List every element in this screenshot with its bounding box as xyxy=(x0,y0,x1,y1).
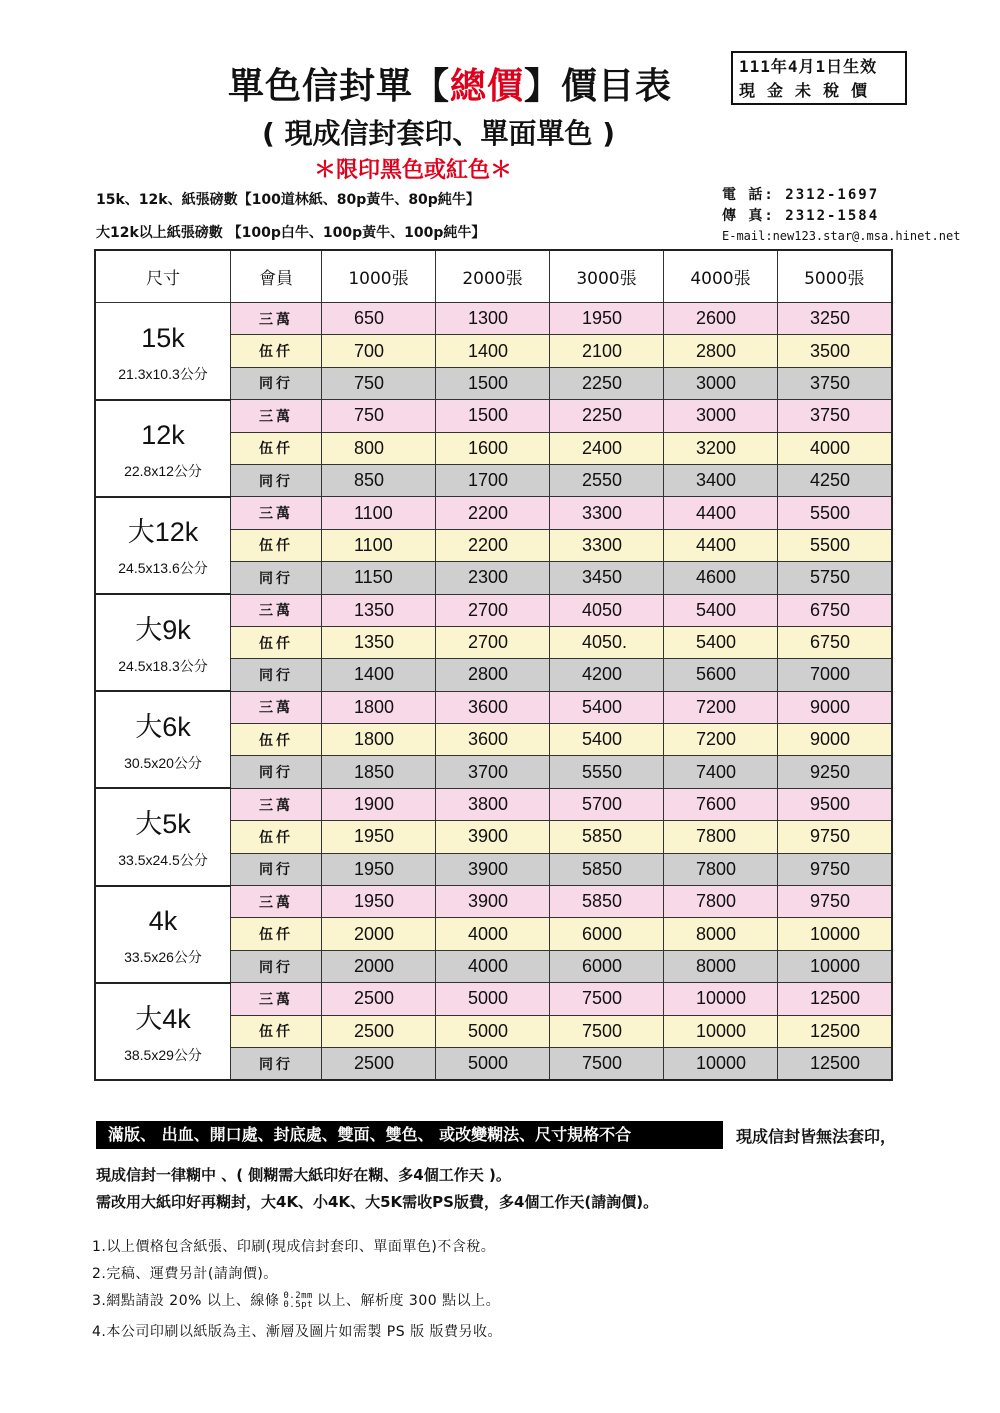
price-cell: 1300 xyxy=(436,303,550,335)
price-cell: 2000 xyxy=(322,950,436,982)
price-cell: 7200 xyxy=(664,691,778,723)
price-cell: 8000 xyxy=(664,918,778,950)
price-cell: 1100 xyxy=(322,529,436,561)
price-cell: 1500 xyxy=(436,400,550,432)
table-row xyxy=(95,691,892,723)
price-cell: 6750 xyxy=(778,626,892,658)
price-cell: 10000 xyxy=(664,1015,778,1047)
paper-spec-small: 15k、12k、紙張磅數【100道林紙、80p黃牛、80p純牛】 xyxy=(96,192,480,208)
price-cell: 2000 xyxy=(322,918,436,950)
price-cell: 2800 xyxy=(436,659,550,691)
price-cell: 9250 xyxy=(778,756,892,788)
price-cell: 3900 xyxy=(436,886,550,918)
line-width-fraction xyxy=(283,1292,313,1310)
column-header: 尺寸 xyxy=(95,250,231,303)
size-label: 12k xyxy=(141,420,185,451)
restriction-note: ＊限印黑色或紅色＊ xyxy=(314,158,513,183)
table-row xyxy=(95,303,892,335)
price-cell: 750 xyxy=(322,400,436,432)
member-tier: 三萬 xyxy=(231,788,322,820)
table-row xyxy=(95,594,892,626)
price-cell: 2550 xyxy=(550,464,664,496)
price-cell: 2250 xyxy=(550,400,664,432)
price-cell: 5000 xyxy=(436,1047,550,1080)
price-cell: 7800 xyxy=(664,886,778,918)
member-tier: 伍仟 xyxy=(231,1015,322,1047)
size-label: 大9k xyxy=(135,614,191,645)
price-cell: 5400 xyxy=(550,691,664,723)
price-cell: 2500 xyxy=(322,1047,436,1080)
column-header: 2000張 xyxy=(436,250,550,303)
price-cell: 5500 xyxy=(778,529,892,561)
price-basis: 現金未稅價 xyxy=(739,81,880,100)
footnote-2: 2.完稿、運費另計(請詢價)。 xyxy=(92,1266,278,1282)
member-tier: 同行 xyxy=(231,756,322,788)
member-tier: 同行 xyxy=(231,1047,322,1080)
price-cell: 2600 xyxy=(664,303,778,335)
price-cell: 2200 xyxy=(436,497,550,529)
column-header: 1000張 xyxy=(322,250,436,303)
size-dimensions: 30.5x20公分 xyxy=(124,754,202,771)
price-cell: 3700 xyxy=(436,756,550,788)
member-tier: 伍仟 xyxy=(231,821,322,853)
price-cell: 7500 xyxy=(550,1015,664,1047)
price-cell: 1950 xyxy=(322,821,436,853)
member-tier: 伍仟 xyxy=(231,626,322,658)
price-cell: 1950 xyxy=(550,303,664,335)
subtitle: ( 現成信封套印、單面單色 ) xyxy=(262,117,616,150)
price-cell: 7800 xyxy=(664,853,778,885)
price-cell: 10000 xyxy=(664,983,778,1015)
size-dimensions: 38.5x29公分 xyxy=(124,1046,202,1063)
member-tier: 三萬 xyxy=(231,983,322,1015)
price-cell: 1800 xyxy=(322,724,436,756)
price-cell: 2800 xyxy=(664,335,778,367)
price-cell: 4400 xyxy=(664,497,778,529)
price-cell: 9750 xyxy=(778,821,892,853)
restriction-banner-tail: 現成信封皆無法套印， xyxy=(736,1127,897,1146)
price-cell: 9000 xyxy=(778,691,892,723)
price-cell: 6000 xyxy=(550,950,664,982)
price-cell: 3800 xyxy=(436,788,550,820)
price-cell: 3600 xyxy=(436,691,550,723)
size-cell xyxy=(95,886,231,983)
size-cell xyxy=(95,303,231,400)
effective-date: 111年4月1日生效 xyxy=(739,57,878,76)
restriction-banner: 滿版、 出血、開口處、封底處、雙面、雙色、 或改變糊法、尺寸規格不合 xyxy=(96,1121,723,1149)
size-label: 大4k xyxy=(135,1003,191,1034)
price-cell: 9750 xyxy=(778,853,892,885)
price-cell: 1400 xyxy=(322,659,436,691)
price-cell: 7600 xyxy=(664,788,778,820)
price-cell: 5400 xyxy=(664,594,778,626)
price-cell: 800 xyxy=(322,432,436,464)
price-cell: 4250 xyxy=(778,464,892,496)
member-tier: 伍仟 xyxy=(231,432,322,464)
price-cell: 4050. xyxy=(550,626,664,658)
size-cell xyxy=(95,983,231,1081)
price-cell: 1150 xyxy=(322,562,436,594)
price-cell: 650 xyxy=(322,303,436,335)
price-cell: 5000 xyxy=(436,983,550,1015)
price-cell: 750 xyxy=(322,367,436,399)
price-cell: 2700 xyxy=(436,594,550,626)
price-cell: 3600 xyxy=(436,724,550,756)
column-header: 5000張 xyxy=(778,250,892,303)
price-cell: 2100 xyxy=(550,335,664,367)
price-cell: 5400 xyxy=(550,724,664,756)
email-address: E-mail:new123.star@.msa.hinet.net xyxy=(722,229,961,243)
member-tier: 三萬 xyxy=(231,400,322,432)
title-suffix: 】價目表 xyxy=(524,66,673,107)
price-cell: 9750 xyxy=(778,886,892,918)
effective-date-box xyxy=(731,51,907,105)
price-cell: 850 xyxy=(322,464,436,496)
price-cell: 5700 xyxy=(550,788,664,820)
price-cell: 3300 xyxy=(550,529,664,561)
price-cell: 7400 xyxy=(664,756,778,788)
phone-number: 電 話: 2312-1697 xyxy=(722,187,880,203)
price-cell: 8000 xyxy=(664,950,778,982)
size-cell xyxy=(95,594,231,691)
price-cell: 3750 xyxy=(778,367,892,399)
member-tier: 同行 xyxy=(231,464,322,496)
member-tier: 伍仟 xyxy=(231,724,322,756)
price-cell: 1600 xyxy=(436,432,550,464)
member-tier: 同行 xyxy=(231,950,322,982)
size-label: 大6k xyxy=(135,711,191,742)
member-tier: 三萬 xyxy=(231,594,322,626)
price-cell: 4600 xyxy=(664,562,778,594)
member-tier: 三萬 xyxy=(231,303,322,335)
size-dimensions: 33.5x24.5公分 xyxy=(118,851,208,868)
price-cell: 1350 xyxy=(322,594,436,626)
member-tier: 同行 xyxy=(231,659,322,691)
price-cell: 6000 xyxy=(550,918,664,950)
footnote-1: 1.以上價格包含紙張、印刷(現成信封套印、單面單色)不含稅。 xyxy=(92,1239,496,1255)
table-row xyxy=(95,400,892,432)
footnote-3 xyxy=(92,1290,500,1310)
member-tier: 伍仟 xyxy=(231,335,322,367)
size-label: 4k xyxy=(148,906,178,937)
table-row xyxy=(95,788,892,820)
size-dimensions: 33.5x26公分 xyxy=(124,949,202,966)
column-header: 3000張 xyxy=(550,250,664,303)
price-cell: 1850 xyxy=(322,756,436,788)
price-cell: 1900 xyxy=(322,788,436,820)
price-cell: 5600 xyxy=(664,659,778,691)
title-prefix: 單色信封單【 xyxy=(228,66,451,107)
price-cell: 4200 xyxy=(550,659,664,691)
column-header: 4000張 xyxy=(664,250,778,303)
price-cell: 10000 xyxy=(664,1047,778,1080)
member-tier: 同行 xyxy=(231,367,322,399)
price-cell: 2300 xyxy=(436,562,550,594)
size-label: 15k xyxy=(141,322,185,353)
member-tier: 三萬 xyxy=(231,497,322,529)
size-label: 大12k xyxy=(127,517,199,548)
price-cell: 1700 xyxy=(436,464,550,496)
price-cell: 12500 xyxy=(778,983,892,1015)
table-row xyxy=(95,983,892,1015)
fax-number: 傳 真: 2312-1584 xyxy=(722,208,880,224)
member-tier: 同行 xyxy=(231,853,322,885)
price-cell: 4050 xyxy=(550,594,664,626)
price-cell: 5750 xyxy=(778,562,892,594)
price-table xyxy=(94,249,893,1081)
price-cell: 2200 xyxy=(436,529,550,561)
price-cell: 2400 xyxy=(550,432,664,464)
price-cell: 1400 xyxy=(436,335,550,367)
price-cell: 9500 xyxy=(778,788,892,820)
price-cell: 700 xyxy=(322,335,436,367)
size-dimensions: 24.5x13.6公分 xyxy=(118,560,208,577)
price-cell: 3900 xyxy=(436,853,550,885)
price-cell: 10000 xyxy=(778,950,892,982)
price-cell: 5000 xyxy=(436,1015,550,1047)
price-cell: 5500 xyxy=(778,497,892,529)
price-cell: 7500 xyxy=(550,983,664,1015)
size-dimensions: 21.3x10.3公分 xyxy=(118,365,208,382)
price-cell: 3250 xyxy=(778,303,892,335)
member-tier: 三萬 xyxy=(231,886,322,918)
member-tier: 伍仟 xyxy=(231,529,322,561)
member-tier: 伍仟 xyxy=(231,918,322,950)
price-cell: 1100 xyxy=(322,497,436,529)
price-cell: 3750 xyxy=(778,400,892,432)
price-cell: 3450 xyxy=(550,562,664,594)
price-cell: 4000 xyxy=(436,950,550,982)
price-cell: 1800 xyxy=(322,691,436,723)
price-cell: 3000 xyxy=(664,400,778,432)
size-cell xyxy=(95,691,231,788)
price-cell: 5850 xyxy=(550,853,664,885)
price-cell: 1500 xyxy=(436,367,550,399)
price-cell: 2700 xyxy=(436,626,550,658)
ps-fee-note: 需改用大紙印好再糊封，大4K、小4K、大5K需收PS版費，多4個工作天(請詢價)。 xyxy=(96,1193,659,1211)
price-cell: 9000 xyxy=(778,724,892,756)
table-row xyxy=(95,497,892,529)
footnote-3-pre: 3.網點請設 20% 以上、線條 xyxy=(92,1293,280,1309)
price-cell: 2250 xyxy=(550,367,664,399)
footnote-3-post: 以上、解析度 300 點以上。 xyxy=(316,1293,501,1309)
price-cell: 1950 xyxy=(322,886,436,918)
price-cell: 4000 xyxy=(778,432,892,464)
member-tier: 三萬 xyxy=(231,691,322,723)
price-cell: 5550 xyxy=(550,756,664,788)
table-header-row xyxy=(95,250,892,303)
price-cell: 1350 xyxy=(322,626,436,658)
column-header: 會員 xyxy=(231,250,322,303)
price-cell: 10000 xyxy=(778,918,892,950)
price-cell: 7800 xyxy=(664,821,778,853)
title-highlight: 總價 xyxy=(450,66,525,107)
paper-spec-large: 大12k以上紙張磅數 【100p白牛、100p黃牛、100p純牛】 xyxy=(96,225,486,241)
price-cell: 4400 xyxy=(664,529,778,561)
price-cell: 12500 xyxy=(778,1015,892,1047)
size-cell xyxy=(95,400,231,497)
price-cell: 7200 xyxy=(664,724,778,756)
price-cell: 2500 xyxy=(322,1015,436,1047)
price-cell: 3500 xyxy=(778,335,892,367)
price-cell: 5850 xyxy=(550,821,664,853)
size-label: 大5k xyxy=(135,808,191,839)
page-title xyxy=(228,58,672,109)
price-cell: 3000 xyxy=(664,367,778,399)
glue-note: 現成信封一律糊中 、( 側糊需大紙印好在糊、多4個工作天 )。 xyxy=(96,1166,511,1184)
price-cell: 7000 xyxy=(778,659,892,691)
member-tier: 同行 xyxy=(231,562,322,594)
footnote-4: 4.本公司印刷以紙版為主、漸層及圖片如需製 PS 版 版費另收。 xyxy=(92,1324,503,1340)
price-cell: 1950 xyxy=(322,853,436,885)
size-dimensions: 22.8x12公分 xyxy=(124,463,202,480)
price-cell: 12500 xyxy=(778,1047,892,1080)
price-cell: 3900 xyxy=(436,821,550,853)
price-cell: 5400 xyxy=(664,626,778,658)
size-cell xyxy=(95,788,231,885)
price-cell: 7500 xyxy=(550,1047,664,1080)
price-cell: 3400 xyxy=(664,464,778,496)
price-cell: 5850 xyxy=(550,886,664,918)
price-cell: 2500 xyxy=(322,983,436,1015)
price-cell: 4000 xyxy=(436,918,550,950)
fraction-top: 0.2mm xyxy=(283,1291,313,1301)
size-dimensions: 24.5x18.3公分 xyxy=(118,657,208,674)
size-cell xyxy=(95,497,231,594)
price-cell: 3200 xyxy=(664,432,778,464)
price-cell: 3300 xyxy=(550,497,664,529)
price-cell: 6750 xyxy=(778,594,892,626)
fraction-bottom: 0.5pt xyxy=(283,1300,313,1310)
table-row xyxy=(95,886,892,918)
